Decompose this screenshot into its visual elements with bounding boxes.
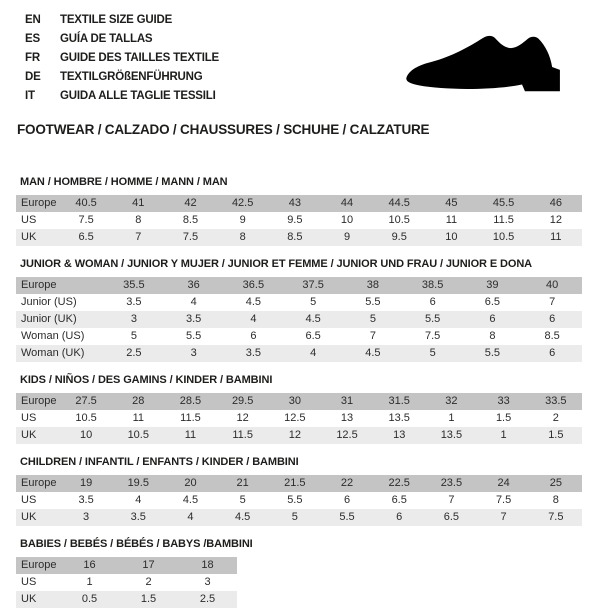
size-cell: 4.5 [217,509,269,526]
size-cell: 17 [119,557,178,574]
row-label: Woman (UK) [16,345,104,362]
size-cell: 7 [448,494,455,506]
size-cell: 11 [530,229,582,246]
size-cell: 3.5 [78,494,94,506]
row-label: Europe [16,475,60,492]
size-cell: 6 [522,345,582,362]
table-row [16,427,582,444]
size-cell: 3.5 [126,296,142,308]
size-cell: 13.5 [425,427,477,444]
row-label: US [21,494,37,506]
size-cell: 11.5 [493,214,514,226]
row-label: Junior (US) [21,296,77,308]
table-row [16,328,582,345]
table-row [16,410,582,427]
size-cell: 40.5 [60,195,112,212]
size-cell: 12.5 [284,412,306,424]
size-cell: 5 [403,345,463,362]
size-cell: 8 [217,229,269,246]
table-row [16,557,237,574]
size-cell: 36 [164,277,224,294]
size-cell: 19.5 [112,475,164,492]
size-cell: 1 [448,412,455,424]
section-title-junior-woman: JUNIOR & WOMAN / JUNIOR Y MUJER / JUNIOR ET FEMME / JUNIOR UND FRAU / JUNIOR E DONA [20,258,533,270]
language-code: DE [25,71,41,83]
size-cell: 18 [178,557,237,574]
size-cell: 43 [269,195,321,212]
language-code: EN [25,14,41,26]
size-cell: 7.5 [495,494,512,506]
language-code: FR [25,52,40,64]
row-label: Europe [16,277,104,294]
size-cell: 7 [369,330,376,342]
row-label: US [21,576,37,588]
size-cell: 11.5 [217,427,269,444]
size-cell: 45 [425,195,477,212]
size-cell: 46 [530,195,582,212]
size-cell: 5.5 [403,311,463,328]
size-cell: 12 [549,214,562,226]
size-cell: 3 [104,311,164,328]
section-junior-woman [16,258,582,362]
size-cell: 13 [340,412,354,424]
size-cell: 28.5 [164,393,216,410]
size-cell: 0.5 [60,591,119,608]
category-heading: FOOTWEAR / CALZADO / CHAUSSURES / SCHUHE / CALZATURE [17,122,430,137]
size-cell: 3.5 [224,345,284,362]
size-cell: 13.5 [388,412,410,424]
size-cell: 6.5 [484,296,501,308]
size-cell: 5.5 [287,494,303,506]
size-cell: 22 [321,475,373,492]
size-cell: 42.5 [217,195,269,212]
size-cell: 12.5 [321,427,373,444]
size-cell: 1 [478,427,530,444]
size-cell: 6.5 [305,330,321,342]
size-cell: 4.5 [182,494,199,506]
size-cell: 40 [522,277,582,294]
size-cell: 4.5 [245,296,262,308]
size-cell: 30 [269,393,321,410]
size-cell: 3 [204,576,211,588]
size-cell: 3.5 [164,311,224,328]
size-table-kids [16,393,582,444]
size-cell: 9 [321,229,373,246]
size-cell: 8 [489,330,496,342]
row-label: Europe [16,195,60,212]
size-cell: 6.5 [425,509,477,526]
size-cell: 4 [164,509,216,526]
size-cell: 41 [112,195,164,212]
size-tables [16,176,582,608]
size-cell: 29.5 [217,393,269,410]
size-cell: 6 [373,509,425,526]
table-row [16,277,582,294]
size-cell: 8.5 [544,330,560,342]
row-label: US [21,412,37,424]
size-cell: 27.5 [60,393,112,410]
size-cell: 10 [425,229,477,246]
section-title-man: MAN / HOMBRE / HOMME / MANN / MAN [20,176,228,188]
size-cell: 5 [269,509,321,526]
size-cell: 6 [463,311,523,328]
size-cell: 39 [463,277,523,294]
table-row [16,212,582,229]
language-label: GUIDA ALLE TAGLIE TESSILI [60,90,216,102]
size-cell: 45.5 [478,195,530,212]
size-table-babies [16,557,237,608]
size-cell: 8 [135,214,142,226]
size-cell: 10.5 [75,412,97,424]
size-cell: 5 [343,311,403,328]
size-cell: 5.5 [365,296,381,308]
size-cell: 1.5 [119,591,178,608]
size-cell: 4 [190,296,197,308]
guide-header [16,10,582,138]
table-row [16,492,582,509]
language-label: GUIDE DES TAILLES TEXTILE [60,52,219,64]
size-cell: 5.5 [185,330,202,342]
size-cell: 16 [60,557,119,574]
language-label: TEXTILGRÖßENFÜHRUNG [60,71,203,83]
table-row [16,345,582,362]
size-cell: 37.5 [283,277,343,294]
section-babies [16,538,582,608]
size-cell: 6 [522,311,582,328]
size-cell: 25 [530,475,582,492]
size-cell: 6 [429,296,436,308]
language-code: ES [25,33,40,45]
size-cell: 44.5 [373,195,425,212]
size-cell: 9.5 [373,229,425,246]
size-cell: 7 [112,229,164,246]
size-cell: 5 [130,330,137,342]
size-cell: 42 [164,195,216,212]
size-cell: 38 [343,277,403,294]
row-label: UK [16,509,60,526]
size-cell: 11.5 [180,412,201,424]
size-cell: 3 [164,345,224,362]
size-cell: 3.5 [112,509,164,526]
size-cell: 7.5 [78,214,94,226]
language-row-en [25,10,582,29]
size-cell: 9 [239,214,246,226]
size-cell: 7.5 [164,229,216,246]
size-cell: 11 [132,412,144,424]
language-label: GUÍA DE TALLAS [60,33,153,45]
table-row [16,229,582,246]
size-cell: 35.5 [104,277,164,294]
size-cell: 28 [112,393,164,410]
size-table-man [16,195,582,246]
table-row [16,509,582,526]
size-cell: 7 [478,509,530,526]
row-label: UK [16,591,60,608]
size-cell: 7.5 [424,330,441,342]
language-label: TEXTILE SIZE GUIDE [60,14,173,26]
size-cell: 31.5 [373,393,425,410]
size-cell: 2 [552,412,559,424]
section-children [16,456,582,526]
size-cell: 4 [224,311,284,328]
row-label: UK [16,427,60,444]
size-cell: 2.5 [104,345,164,362]
size-cell: 33.5 [530,393,582,410]
language-code: IT [25,90,35,102]
size-cell: 2.5 [178,591,237,608]
section-title-children: CHILDREN / INFANTIL / ENFANTS / KINDER / BAMBINI [20,456,299,468]
size-cell: 9.5 [287,214,303,226]
size-cell: 4 [135,494,142,506]
size-cell: 8.5 [182,214,199,226]
size-cell: 3 [60,509,112,526]
size-cell: 32 [425,393,477,410]
size-cell: 7 [549,296,556,308]
size-cell: 6 [250,330,257,342]
size-cell: 33 [478,393,530,410]
size-cell: 4.5 [283,311,343,328]
size-cell: 38.5 [403,277,463,294]
table-row [16,475,582,492]
size-cell: 22.5 [373,475,425,492]
size-cell: 11 [164,427,216,444]
size-cell: 6 [343,494,351,506]
section-title-babies: BABIES / BEBÉS / BÉBÉS / BABYS /BAMBINI [20,538,253,550]
size-table-junior-woman [16,277,582,362]
size-cell: 19 [60,475,112,492]
size-cell: 5.5 [321,509,373,526]
shoe-icon [400,32,578,100]
section-man [16,176,582,246]
size-cell: 10 [340,214,354,226]
size-cell: 10.5 [112,427,164,444]
size-cell: 5.5 [463,345,523,362]
size-cell: 44 [321,195,373,212]
size-cell: 1.5 [530,427,582,444]
size-cell: 31 [321,393,373,410]
row-label: Woman (US) [21,330,85,342]
size-cell: 13 [373,427,425,444]
size-cell: 1.5 [495,412,512,424]
size-cell: 5 [239,494,246,506]
size-cell: 1 [86,576,93,588]
section-title-kids: KIDS / NIÑOS / DES GAMINS / KINDER / BAMBINI [20,374,273,386]
size-cell: 7.5 [530,509,582,526]
size-table-children [16,475,582,526]
size-cell: 4 [283,345,343,362]
size-cell: 36.5 [224,277,284,294]
row-label: US [21,214,37,226]
row-label: Junior (UK) [16,311,104,328]
size-cell: 20 [164,475,216,492]
size-cell: 10 [60,427,112,444]
size-cell: 21 [217,475,269,492]
table-row [16,574,237,591]
row-label: Europe [16,557,60,574]
size-cell: 6.5 [391,494,407,506]
size-cell: 12 [236,412,249,424]
section-kids [16,374,582,444]
table-row [16,195,582,212]
size-cell: 21.5 [269,475,321,492]
size-cell: 2 [145,576,152,588]
size-cell: 24 [478,475,530,492]
size-cell: 4.5 [343,345,403,362]
size-cell: 10.5 [388,214,410,226]
table-row [16,311,582,328]
table-row [16,393,582,410]
size-cell: 12 [269,427,321,444]
size-cell: 8.5 [269,229,321,246]
row-label: Europe [16,393,60,410]
size-cell: 8 [552,494,559,506]
table-row [16,294,582,311]
size-cell: 10.5 [478,229,530,246]
size-cell: 6.5 [60,229,112,246]
size-cell: 5 [310,296,317,308]
size-cell: 11 [445,214,458,226]
row-label: UK [16,229,60,246]
size-cell: 23.5 [425,475,477,492]
